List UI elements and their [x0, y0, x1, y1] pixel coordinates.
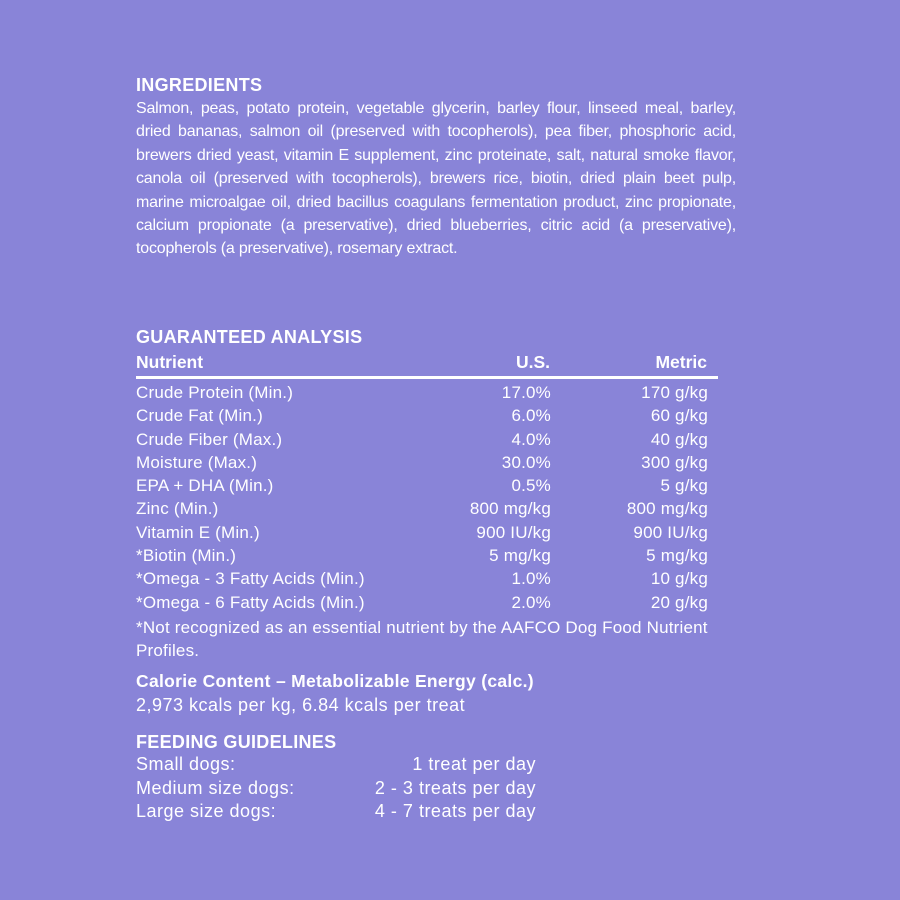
analysis-table	[136, 382, 708, 615]
metric-value-cell: 800 mg/kg	[626, 499, 708, 519]
treat-amount: 1 treat per day	[412, 754, 536, 774]
metric-value-cell: 5 g/kg	[660, 476, 708, 496]
table-row	[136, 452, 708, 475]
dog-size-label: Small dogs:	[136, 754, 236, 774]
metric-value-cell: 20 g/kg	[650, 592, 708, 612]
nutrient-cell: *Biotin (Min.)	[136, 546, 237, 566]
nutrient-cell: *Omega - 3 Fatty Acids (Min.)	[136, 569, 365, 589]
analysis-table-header	[136, 350, 716, 376]
table-row	[136, 545, 708, 568]
nutrient-cell: Vitamin E (Min.)	[136, 522, 260, 542]
table-row	[136, 498, 708, 521]
list-item	[136, 778, 536, 802]
us-value-cell: 900 IU/kg	[476, 522, 551, 542]
metric-value-cell: 40 g/kg	[650, 429, 708, 449]
ingredients-text: Salmon, peas, potato protein, vegetable glycerin, barley flour, linseed meal, barley, dried bananas, salmon oil (preserved with tocopherols), pea fiber, phosphoric acid, brewers dried yeast, vitamin E supplement, zinc proteinate, salt, natural smoke flavor, canola oil (preserved with tocopherols), brewers rice, biotin, dried plain beet pulp, marine microalgae oil, dried bacillus coagulans fermentation product, zinc propionate, calcium propionate (a preservative), dried blueberries, citric acid (a preservative), tocopherols (a preservative), rosemary extract.	[136, 100, 736, 258]
nutrient-column-header: Nutrient	[136, 352, 204, 372]
metric-value-cell: 10 g/kg	[650, 569, 708, 589]
feeding-guidelines-table	[136, 754, 536, 825]
nutrient-cell: Crude Fiber (Max.)	[136, 429, 283, 449]
metric-value-cell: 5 mg/kg	[646, 546, 708, 566]
metric-value-cell: 170 g/kg	[641, 383, 708, 402]
metric-value-cell: 60 g/kg	[650, 406, 708, 426]
us-value-cell: 1.0%	[511, 569, 551, 589]
us-column-header: U.S.	[515, 352, 550, 372]
treat-amount: 4 - 7 treats per day	[374, 801, 536, 821]
table-row	[136, 382, 708, 405]
nutrient-cell: EPA + DHA (Min.)	[136, 476, 274, 496]
us-value-cell: 2.0%	[511, 592, 551, 612]
us-value-cell: 0.5%	[511, 476, 551, 496]
table-row	[136, 522, 708, 545]
nutrient-cell: Crude Protein (Min.)	[136, 383, 294, 402]
analysis-footnote: *Not recognized as an essential nutrient by the AAFCO Dog Food Nutrient Profiles.	[136, 618, 708, 661]
table-row	[136, 568, 708, 591]
feeding-guidelines-title: FEEDING GUIDELINES	[136, 732, 337, 752]
guaranteed-analysis-title: GUARANTEED ANALYSIS	[136, 327, 363, 347]
nutrient-cell: *Omega - 6 Fatty Acids (Min.)	[136, 592, 365, 612]
dog-size-label: Large size dogs:	[136, 801, 277, 821]
list-item	[136, 754, 536, 778]
calorie-content-value: 2,973 kcals per kg, 6.84 kcals per treat	[136, 695, 466, 715]
dog-size-label: Medium size dogs:	[136, 777, 295, 798]
us-value-cell: 17.0%	[501, 383, 551, 402]
header-divider	[136, 376, 718, 379]
table-row	[136, 429, 708, 452]
list-item	[136, 801, 536, 825]
table-row	[136, 405, 708, 428]
ingredients-title: INGREDIENTS	[136, 75, 263, 95]
nutrient-cell: Crude Fat (Min.)	[136, 406, 263, 426]
table-row	[136, 592, 708, 615]
metric-value-cell: 900 IU/kg	[633, 522, 708, 542]
nutrient-cell: Zinc (Min.)	[136, 499, 219, 519]
us-value-cell: 5 mg/kg	[489, 546, 551, 566]
table-row	[136, 475, 708, 498]
us-value-cell: 800 mg/kg	[469, 499, 551, 519]
metric-value-cell: 300 g/kg	[641, 452, 708, 472]
calorie-content-title: Calorie Content – Metabolizable Energy (calc.)	[136, 671, 534, 691]
us-value-cell: 30.0%	[501, 452, 551, 472]
us-value-cell: 6.0%	[511, 406, 551, 426]
us-value-cell: 4.0%	[511, 429, 551, 449]
nutrient-cell: Moisture (Max.)	[136, 452, 258, 472]
treat-amount: 2 - 3 treats per day	[374, 777, 536, 798]
metric-column-header: Metric	[655, 352, 707, 372]
